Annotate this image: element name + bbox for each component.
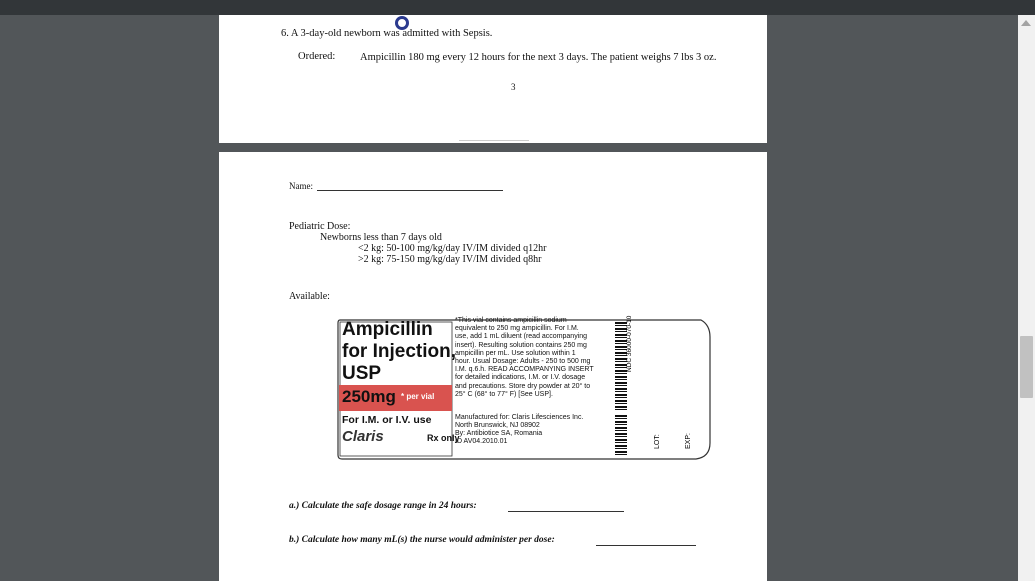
ndc-number: NDC 36000-070-10 xyxy=(626,315,633,372)
pediatric-dose-heading: Pediatric Dose: xyxy=(289,221,351,232)
dose-rule-1: <2 kg: 50-100 mg/kg/day IV/IM divided q12hr xyxy=(358,243,547,254)
route-of-use: For I.M. or I.V. use xyxy=(342,414,432,426)
answer-a-blank xyxy=(508,511,624,512)
scrollbar-thumb[interactable] xyxy=(1020,336,1033,398)
per-vial: * per vial xyxy=(401,392,435,401)
name-blank xyxy=(317,190,503,191)
lot-field: LOT: xyxy=(654,434,661,449)
drug-name-line3: USP xyxy=(342,363,382,384)
ordered-label: Ordered: xyxy=(298,51,336,62)
newborns-text: Newborns less than 7 days old xyxy=(320,232,442,243)
rx-only: Rx only xyxy=(427,433,460,443)
page-number: 3 xyxy=(511,82,516,92)
drug-name-line1: Ampicillin xyxy=(342,319,433,340)
exp-field: EXP: xyxy=(685,433,692,449)
viewer-toolbar xyxy=(0,0,1035,15)
question-b: b.) Calculate how many mL(s) the nurse would administer per dose: xyxy=(289,535,555,545)
available-label: Available: xyxy=(289,291,330,302)
label-description: *This vial contains ampicillin sodium equivalent to 250 mg ampicillin. For I.M. use, add 1 mL diluent (read accompanying insert). Resulting solution contains 250 mg ampicillin per mL. Use solution within 1 hour. Usual Dosage: Adults - 250 to 500 mg I.M. q.6.h. READ ACCOMPANYING INSERT for detailed indications, I.M. or I.V. dosage and precautions. Store dry powder at 20° to 25° C (68° to 77° F) [See USP]. xyxy=(455,317,594,398)
barcode-bottom xyxy=(615,415,627,455)
scroll-up-arrow-icon[interactable] xyxy=(1021,20,1031,26)
answer-b-blank xyxy=(596,545,696,546)
dose-rule-2: >2 kg: 75-150 mg/kg/day IV/IM divided q8hr xyxy=(358,254,542,265)
pdf-page-3 xyxy=(219,15,767,143)
drug-label-image xyxy=(336,317,712,463)
ordered-text: Ampicillin 180 mg every 12 hours for the next 3 days. The patient weighs 7 lbs 3 oz. xyxy=(360,52,717,63)
page-footer xyxy=(459,140,529,141)
name-label: Name: xyxy=(289,181,313,191)
pdf-page-4 xyxy=(219,152,767,581)
vertical-scrollbar[interactable] xyxy=(1018,15,1035,581)
question-a: a.) Calculate the safe dosage range in 24 hours: xyxy=(289,501,477,511)
brand-logo: Claris xyxy=(342,428,384,445)
dose-strength: 250mg xyxy=(342,387,396,406)
manufacturer-info: Manufactured for: Claris Lifesciences Inc. North Brunswick, NJ 08902 By: Antibiotice SA, Romania ID AV04.2010.01 xyxy=(455,414,584,445)
question-6: 6. A 3-day-old newborn was admitted with Sepsis. xyxy=(281,28,493,39)
drug-name-line2: for Injection, xyxy=(342,341,456,362)
